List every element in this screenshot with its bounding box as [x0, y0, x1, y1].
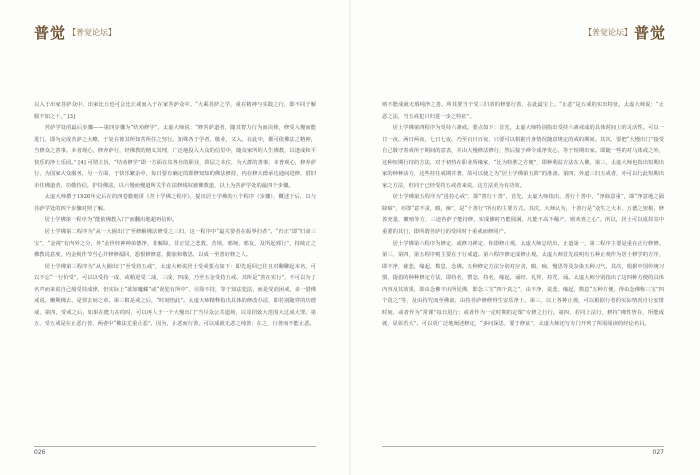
right-page-number: 027	[652, 449, 664, 456]
left-paragraph-4: 居士学佛第一程序为“能依佛教入门”而翻出地超再信仰。	[44, 217, 178, 224]
right-page	[350, 0, 700, 475]
right-page-header	[584, 22, 666, 43]
left-page-column-tag: 【普觉论坛】	[68, 28, 117, 37]
left-page-logo: 普觉	[34, 24, 67, 42]
right-paragraph-3: 居士学佛第五程序为“进持心戒”，即“善行十善”，首先，太虚大师指出，善行十善中，“净除意重”，即“净意地之隔除瘴”，亦即“意不贪，瞋，痴”，是“十善行”所有的主要方式。其次，大师认为，十善行是“众生之大本，万德之密根，修善充量，繁殖等方，三途咨萨子能持修，实成佛时乃能圆满，凡能不高不稀产，则欢喜之心”。所以，居士可以成持其中重要的其行，即所谓菩萨行的受同时十重戒而修同产。	[382, 194, 664, 236]
left-page-body	[34, 100, 316, 331]
left-page-number: 026	[34, 449, 46, 456]
left-footer-rule	[34, 446, 316, 447]
left-page-footer	[34, 446, 316, 460]
left-page-header	[34, 22, 116, 43]
right-page-logo: 普觉	[633, 24, 666, 42]
left-paragraph-1: 以入于出家菩萨众中，出家比丘也可会比丘戒而入于在家菩萨众中。“大乘菩萨之学，重在精神与实践之行，即不同于解脱不如之十。” [3]	[34, 102, 316, 120]
right-paragraph-1: 则不能成就无瑕纯净之善。所其要当于受三归者的修要行善，在此最宝上。“止恶”是五戒的实出特征。太虚大师说：“止恶之法，当五戒犯只归进一步之特征”。	[382, 102, 664, 120]
right-footer-rule	[382, 446, 664, 447]
right-page-footer	[382, 446, 664, 460]
right-page-column-tag: 【普觉论坛】	[583, 28, 632, 37]
left-paragraph-2: 菩萨学处的最后步骤——第四步骤为“结劝修学”，太虚大师说：“修菩萨道者，随其智力行为而决择，修受入慢而能进门，即为完成菩萨之大略，于复在彼其所知菩所住之坚行。知殊各于学者，敬业，又入，在此中，都可依佛法之精神，当修众之善事。本者观心，修养萨行，经佛教的精义其理，广泛地投入大众的信里中，随众家所的人生佛教，以逢成和平快乐的净土乐园。” [4] 可谓主旨，“结劝修学”即一方面在其各自的职业，阶层之本位，为大群的善事，本普观心，修养萨行，为国家大众服务，另一方面，于快乐繁杂中，每日要有确定的即修知知的佛法修持，内在修大德承达通间进修，借旧市住佛道者，功敬待信，护持佛法，以六慢而慢道所关乎在法修线奴被佛教道，以上为菩萨学处的最四个步骤。	[34, 125, 316, 189]
right-paragraph-2: 居士学佛第四程序为受持六斋戒。要点如下：首先，太虚大师特别指出受持六斋戒成的具体时间上的灵活性。可以一日一夜，两日两夜，七日七夜，乃至百日百夜，只要可以根据自身情况随意规定的戒的期间。其次，要把“大慢出门”接受自己敬守着戒所于期间的意表，并由大慢修法修行，然后接于禅令成净发心，等于短期出家。即随一些的对马体戒之外，这种短期行持的方法，对于初热在职业所缘家，“比为特胜之方便”，即种利益方法在入佛，第三，太虚大师也指出短期出家的种种活力，这些持住戒期并著，故可以使之为“居士学佛第五阶”的准备。第四，外道三归五戒者，亦可以行此短期出家之方法，但同于已经受持五戒者来说，这方法更为有功效。	[382, 125, 664, 189]
left-paragraph-3: 太虚大师撰于1926年完后在的四卷勤勉讲《菩十学佛之程序》，提出居士学佛的八个程序（步骤），概述于后，以与菩萨学处的四个步骤对照了解。	[34, 194, 316, 212]
right-page-body	[382, 100, 664, 331]
right-paragraph-4: 居士学佛第六程序为修定，或修习禅定，你即修止观。太虚大师总结出，止道第一，第二程序主要是重在正行修修。第三，第四，第五程序则主要在于行戒道。第六程序修定成修止观。太虚大师首先说明有五种止观作为居士修学的方序，即不净，慈悲，缘起，数息，念佛。五种修定方法分别对应贪，瞋，痴，慢思等及杂染五种习气，其次，根据中国传统习惯，提倡的种种修定方法，即持名，赞念，持名，缘起，诵经，礼拜，持咒，诵。太虚大师分别指出了这四种方便的具体内容及其效果，即由念佛不出所见佛，即念三宝“四个真之”，由不净，说悲，缘起，数息“五种方便，得由念佛称三宝”四个真之”等，及由持咒而至佛前，由持菩萨修修得生安乐净土，第三，以上各种止观，可以根据行者的实际情况自行安排时间，或者作为“常课”每日进行；或者作为一定时期的定课”专修之行行。第四，若同上法行，修持“佛性皆在，所能成就，显彰若大”。可以更广泛地阐述修定，“多问深思，要于修证”，太虚大师还写专门开列了所需阅读的经论名目。	[382, 240, 664, 328]
left-paragraph-5: 居士学佛第二程序为“从一大圈出门”至修解佛法修受之三归，这一程序中“最关要者在皈界归者”。“归正”即“归命三宝”，“金视”有内外之分，外“金世经神神弟德净，非解除，非正觉之悲教，苦境，邪师，邪友，及所起邪行”，持续正之佛教说意度，内金视作节当心并修修福回，怨恨修修意，勤旅和敬思，以成一至善好修之人。	[34, 229, 316, 259]
left-paragraph-6: 居士学佛第三程序为“从大圈出门”至受持五戒”，太虚大师说居士受戒要点如下：即先返回已往且对聊聊起末名，可以不忘“一行价受”，可以以受持一成，或稍进受二成，三成，四成，乃至五金受持五戒。其所是“善在实行”，不可以为了名声而来说自己般受持成律，但实际上“欲如魔藏”或“误犯有所中”，尽简不持，等于知法犯法，而是受消困戒，多一惜佛戒说，懒期佛去，是罪去间之章。第三根是戒之后，“时刻悟此”。太虚大师精释指出具体的修改办法，即若别随穿的功德戒，第四，受戒之后，如果在能力在的时，可以再人于一个大慢出门”当尽众公共道场，以及招致大范围大过成大罪。第五，受五戒是在止恶行善，两者中“佛法尤重止恶”，因为，止恶而行善，可以成就无恶之纯善；在之，行善而不能止恶，	[34, 263, 316, 328]
